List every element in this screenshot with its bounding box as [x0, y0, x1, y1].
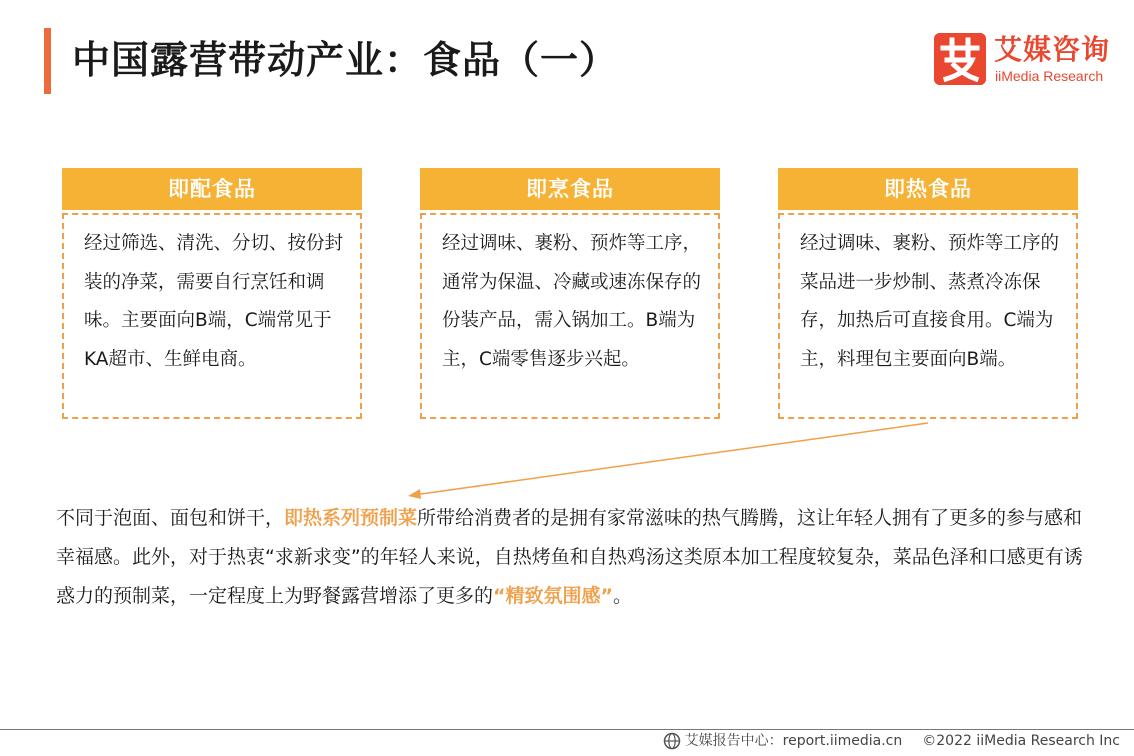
footer-copyright: ©2022 iiMedia Research Inc: [922, 733, 1120, 749]
card-title: 即配食品: [62, 168, 362, 210]
paragraph-text: 所带给消费者的是拥有家常滋味的热气腾腾，这让年轻人拥有了更多的参与感和幸福感。此外，对于热衷“求新求变”的年轻人来说，自热烤鱼和自热鸡汤这类原本加工程度较复杂，菜品色泽和口感更有诱惑力的预制菜，一定程度上为野餐露营增添了更多的: [56, 507, 1083, 607]
card-title: 即热食品: [778, 168, 1078, 210]
paragraph-text: 。: [613, 585, 633, 607]
logo-en-text: iiMedia Research: [995, 68, 1104, 84]
logo-cn-text: 艾媒咨询: [994, 33, 1111, 66]
page-title: 中国露营带动产业：食品（一）: [72, 38, 619, 82]
card-body: 经过调味、裹粉、预炸等工序，通常为保温、冷藏或速冻保存的份装产品，需入锅加工。B端为主，C端零售逐步兴起。: [420, 213, 720, 419]
footer-divider: [0, 729, 1134, 730]
globe-icon: [663, 732, 681, 750]
card-title: 即烹食品: [420, 168, 720, 210]
footer-source: 艾媒报告中心：report.iimedia.cn: [684, 733, 903, 749]
card-body: 经过调味、裹粉、预炸等工序的菜品进一步炒制、蒸煮冷冻保存，加热后可直接食用。C端为主，料理包主要面向B端。: [778, 213, 1078, 419]
highlight-text: “精致氛围感”: [493, 585, 613, 607]
highlight-text: 即热系列预制菜: [284, 507, 418, 529]
footer: [663, 731, 1120, 751]
summary-paragraph: [56, 499, 1086, 616]
paragraph-text: 不同于泡面、面包和饼干，: [56, 507, 285, 529]
card-body: 经过筛选、清洗、分切、按份封装的净菜，需要自行烹饪和调味。主要面向B端，C端常见于KA超市、生鲜电商。: [62, 213, 362, 419]
